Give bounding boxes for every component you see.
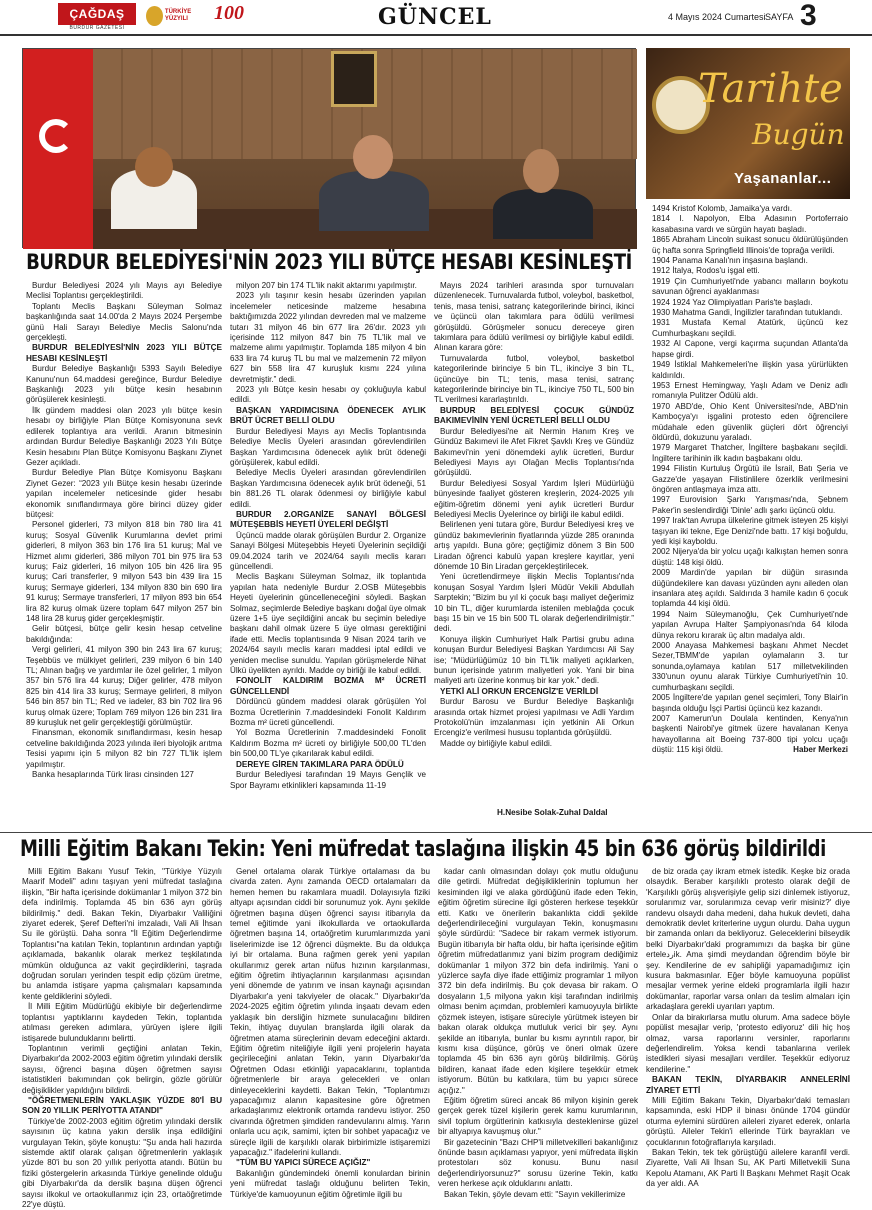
turkish-flag [23,49,93,249]
paragraph: Yeni ücretlendirmeye ilişkin Meclis Toplantısı'nda konuşan Sosyal Yardım İşleri Müdür Vekili Abdullah Sarptekin; “Bizim bu yıl ki çocuk başı maliyet değerimiz 10 bin TL, diğer kurumlarda istenilen meblağda çocuk başı 15 bin ve 15 bin 500 TL olarak değerlendirilmiştir.” dedi. [434,572,634,634]
paragraph: kadar canlı olmasından dolayı çok mutlu olduğunu dile getirdi. Müfredat değişikliklerinin toplumun her kesiminden ilgi ve alaka gördüğünü ifade eden Tekin, eğitim öğretim sürecine ilgi gösteren herkese teşekkür etti. Katkı ve önerilerin bakanlıkta ciddi şekilde değerlendirileceğini vurgulayan Tekin, konuşmasını şöyle sürdürdü: "Sadece bir rakam vermek istiyorum. Bugün itibarıyla bir hafta oldu, bir hafta içerisinde eğitim öğretim müfredatlarımız yani bizim program dediğimiz dokümanlar 1 milyon 372 bin defa indirilmiş. Yani o yüzlerce sayfa diye ifade ettiğimiz programlar 1 milyon 372 bin defa indirilmiş. Bu çok devasa bir rakam. O dosyaların 1,5 milyona yakın kişi tarafından indirilmiş olması benim açımdan, problemleri kamuoyuyla birlikte çözmek isteyen, istişare süreciyle yürütmek isteyen bir bakan olarak oldukça mutluluk verici bir şey. Aynı şekilde an itibarıyla, bunlar bu kısmı ayrıntılı rapor, bir kısmı kısa düşünce, görüş ve öneri olmak üzere toplamda 45 bin 636 ayrı görüş bildirilmiş. Görüş bildiren, kanaat ifade eden kişilere teşekkür etmek istiyorum. Bütün bu katkılara, tüm bu yapıcı sürece açığız." [438,867,638,1095]
paragraph: Personel giderleri, 73 milyon 818 bin 780 lira 41 kuruş; Sosyal Güvenlik Kurumlarına devlet primi giderleri, 8 milyon 363 bin 176 lira 51 kuruş; Mal ve Hizmet alımı giderleri, 386 milyon 701 bin 975 lira 53 kuruş; Faiz giderleri, 16 milyon 105 bin 426 lira 95 kuruş; Cari transferler, 9 milyon 543 bin 439 lira 15 kuruş; Sermaye giderleri, 134 milyon 830 bin 690 lira 91 kuruş; Sermaye transferleri, 17 milyon 893 bin 654 lira 82 kuruş olmak üzere toplam 647 milyon 257 bin 148 lira 28 kuruş gider gerçekleşmiştir. [26,520,222,623]
paragraph: Burdur Belediyesi 2024 yılı Mayıs ayı Belediye Meclisi Toplantısı gerçekleştirildi. [26,281,222,301]
paragraph: Burdur Barosu ve Burdur Belediye Başkanlığı arasında ortak hizmet projesi yapılması ve Adli Yardım Protokolü'nün imzalanması için yetkinin Ali Orkun Ercengiz'e verilmesi hususu toplantıda görüşüldü. [434,697,634,738]
subheading: "ÖĞRETMENLERİN YAKLAŞIK YÜZDE 80'İ BU SON 20 YILLIK PERİYOTTA ATANDI" [22,1095,222,1116]
paragraph: Onlar da birakırlarsa mutlu olurum. Ama sadece böyle popülist mesajlar verip, 'protesto ediyoruz' dili hiç hoş olmaz, varsa raporlarını versinler, raporlarını değerlendirelim. Yoksa kendi tabanlarına verilek istedikleri siyasi mesajları verdiler. Teşekkür ediyoruz kendilerine." [646,1012,850,1074]
centenary-logo: 100 [214,2,244,24]
paragraph: Yol Bozma Ücretlerinin 7.maddesindeki Fonolit Kaldırım Bozma m² ücreti oy birliğiyle 500,00 TL'den bin 500,00 TL'ye çıkarılarak kabul edildi. [230,728,426,759]
page-label: SAYFA [765,12,794,22]
paragraph: Burdur Belediye Plan Bütçe Komisyonu Başkanı Ziynet Gezer: “2023 yılı Bütçe kesin hesabı üzerinde yapılan incelemeler neticesinde gider hesabı ekonomik sınıflandırmaya göre birinci düzey gider bütçesi: [26,468,222,519]
subheading: FONOLİT KALDIRIM BOZMA M² ÜCRETİ GÜNCELLENDİ [230,676,426,696]
paragraph: 2023 yılı Bütçe kesin hesabı oy çokluğuyla kabul edildi. [230,385,426,405]
history-event: 1931 Mustafa Kemal Atatürk, üçüncü kez Cumhurbaşkanı seçildi. [652,318,848,338]
paragraph: Bakanlığın gündemindeki önemli konulardan birinin yeni müfredat taslağı olduğunu belirten Tekin, Türkiye'de kamuoyunun eğitim öğretimle ilgili bu [230,1168,430,1199]
council-meeting-photo [22,48,636,248]
history-event: 1932 Al Capone, vergi kaçırma suçundan Atlanta'da hapse girdi. [652,339,848,359]
paragraph: Bakan Tekin, tek tek görüştüğü ailelere karanfil verdi. Ziyarette, Vali Ali İhsan Su, AK Parti Milletvekili Suna Kepolu Atamanı, AK Parti İl Başkanı Mehmet Raşit Ocak da yer aldı. AA [646,1147,850,1189]
paragraph: İlk gündem maddesi olan 2023 yılı bütçe kesin hesabı oy birliğiyle Plan Bütçe Komisyonuna sevk edilerek toplantıya ara verildi. Aranın bitmesinin ardından Burdur Belediye Başkanlığı 2023 Yılı Bütçe Kesin hesabını Plan Bütçe Komisyonu Başkanı Ziynet Gezer açıkladı. [26,405,222,467]
subheading: YETKİ ALİ ORKUN ERCENGİZ'E VERİLDİ [440,686,599,696]
history-event: 1912 İtalya, Rodos'u işgal etti. [652,266,760,276]
turkiye-yuzyili-logo: TÜRKİYE YÜZYILI [146,4,208,28]
subheading: BURDUR 2.ORGANİZE SANAYİ BÖLGESİ MÜTEŞEBBİS HEYETİ ÜYELERİ DEĞİŞTİ [230,509,426,530]
paragraph: Eğitim öğretim süreci ancak 86 milyon kişinin gerek gerçek gerek tüzel kişilerin gerek kamu kurumlarının, sivil toplum örgütlerinin katkısıyla desteklenirse güzel bir altyapıya kavuşmuş olur." [438,1095,638,1137]
article-headline-2: Milli Eğitim Bakanı Tekin: Yeni müfredat taslağına ilişkin 45 bin 636 görüş bildirildi [20,837,826,862]
history-event: 1994 Naim Süleymanoğlu, Çek Cumhuriyeti'nde yapılan Avrupa Halter Şampiyonası'nda 64 kiloda dünya rekoru kırarak üç altın madalya aldı. [652,609,848,640]
subheading: DEREYE GİREN TAKIMLARA PARA ÖDÜLÜ [236,759,404,769]
paragraph: İl Milli Eğitim Müdürlüğü ekibiyle bir değerlendirme toplantısı yaptıklarını kaydeden Tekin, toplantıda atılması gereken adımlara, yürüyen işlere ilgili istişarede bulunduklarını belirtti. [22,1002,222,1043]
paragraph: Toplantı Meclis Başkanı Süleyman Solmaz başkanlığında saat 14.00'da 2 Mayıs 2024 Perşembe günü Hali Sarayı Belediye Meclis Salonu'nda gerçekleşti. [26,301,222,343]
sun-icon [146,6,163,26]
history-event: 2000 Anayasa Mahkemesi başkanı Ahmet Necdet Sezer,TBMM'de yapılan oylamaların 3. tur sonunda,oylamaya katılan 517 milletvekilinden 330'unun oyunu alarak Türkiye Cumhuriyeti'nin 10. cumhurbaşkanı seçildi. [652,641,848,692]
article-column-3 [434,281,634,819]
article2-column-4 [646,867,850,1197]
history-event: 1494 Kristof Kolomb, Jamaika'ya vardı. [652,204,793,213]
history-event: 1814 I. Napolyon, Elba Adasının Portoferraio kasabasına vardı ve sürgün hayatı başladı. [652,214,848,234]
history-event: 1919 Çin Cumhuriyeti'nde yabancı malların boykotu savunan öğrenci ayaklanması [652,276,848,297]
paragraph: Belediye Meclis Üyeleri arasından görevlendirilen Başkan Yardımcısına ödenecek aylık brüt ödeneği, 51 bin 881.26 TL olarak ödenmesi oy birliğiyle kabul edildi. [230,468,426,509]
history-event: 1930 Mahatma Gandi, İngilizler tarafından tutuklandı. [652,308,843,318]
article-headline: BURDUR BELEDİYESİ'NİN 2023 YILI BÜTÇE HESABI KESİNLEŞTİ [26,250,632,274]
article-column-1 [26,281,222,819]
section-title: GÜNCEL [378,4,492,30]
paragraph: Burdur Belediyesi Sosyal Yardım İşleri Müdürlüğü bünyesinde faaliyet gösteren kreşlerin, 2024-2025 yılı eğitim-öğretim dönemi yeni aylık ücretleri Burdur Belediyesi Meclis Üyelerince oy birliği ile kabul edildi. [434,478,634,519]
paragraph: Finansman, ekonomik sınıflandırması, kesin hesap cetveline bakıldığında 2023 yılında ileri biyolojik arıtma Tesisi yapımı için 5 milyon 82 bin 727 TL'lik işlem yapılmıştır. [26,728,222,769]
paragraph: Genel ortalama olarak Türkiye ortalaması da bu civarda zaten. Aynı zamanda OECD ortalamaları da hemen hemen bu rakamlara muadil. Dolayısıyla fiziki altyapı açısından ciddi bir sorunumuz yok. Aynı şekilde öğretmen başına düşen öğrenci sayısı itibarıyla da temel eğitimde yani ilkokullarda ve ortaokullarda öğretmen başına 14, ortaöğretim kurumlarımızda yani liselerimizde ise 12 öğrenci düşmekte. Bu da oldukça iyi bir ortalama. Buna rağmen gerek yeni yapılan okullarımız gerek artan nüfus hızının karşılanması, eğitim öğretim ihtiyaçlarının karşılanması açısından yeni dönemde de yatırım ve insan kaynağı açısından Diyarbakır'a yeni takviyeler de olacak." Diyarbakır'da 2024-2025 eğitim öğretim yılında inşaatı devam eden yaklaşık bin dersliğin hizmete sunulacağını bildiren Tekin, ihtiyaç duyulan branşlarda ilgili olarak da öğretmen atama süreçlerinin devam edeceğini aktardı. Eğitim öğretim niteliğiyle ilgili yeni projelerin hayata geçirileceğini anlatan Tekin, yarın Diyarbakır'da Öğretmen Odası etkinliği yapacaklarını, toplantıda öğretmenlerle bir araya gelecekleri ve onları dinleyeceklerini kaydetti. Bakan Tekin, "Toplantımızı yapacağımız alanın kapasitesine göre öğretmen arkadaşlarımız elektronik ortamda randevu istiyor. 250 civarında öğretmen şimdiden randevularını almış. Yarın onlarla ucu açık, samimi, içten bir sohbet yapacağız ve süreçle ilgili de karşılıklı olarak birbirimizle istişaremizi yapacağız." ifadelerini kullandı. [230,867,430,1157]
history-event: 2007 Kamerun'un Doulala kentinden, Kenya'nın başkenti Nairobi'ye gitmek üzere havalanan Kenya havayollarına ait Boeing 737-800 tipi yolcu uçağı düştü: 115 kişi öldü. Haber Merkezi [652,713,848,755]
paragraph: milyon 207 bin 174 TL'lik nakit aktarımı yapılmıştır. [236,281,417,290]
paragraph: Konuya ilişkin Cumhuriyet Halk Partisi grubu adına konuşan Burdur Belediyesi Başkan Yardımcısı Ali Say ise; “Müdürlüğümüz 10 bin TL'lik maliyeti açıklarken, bunun içerisinde yatırım maliyetleri yok. Yani bir bina maliyeti artı üzerine konmuş bir kar yok.” dedi. [434,634,634,686]
paragraph: Burdur Belediyesi tarafından 19 Mayıs Gençlik ve Spor Bayramı etkinlikleri kapsamında 11-19 [230,770,426,790]
history-events-list [652,204,848,828]
history-event: 1953 Ernest Hemingway, Yaşlı Adam ve Deniz adlı romanıyla Pulitzer Ödülü aldı. [652,380,848,401]
history-event: 1970 ABD'de, Ohio Kent Üniversitesi'nde, ABD'nin Kamboçya'yı işgalini protesto eden öğrencilere müdahale eden güvenlik güçleri dört öğrenciyi öldürdü, dokuzunu yaraladı. [652,401,848,442]
newspaper-logo[interactable]: ÇAĞDAŞ BURDUR GAZETESİ [58,3,136,25]
subheading: BURDUR BELEDİYESİ ÇOCUK GÜNDÜZ BAKIMEVİNİN YENİ ÜCRETLERİ BELLİ OLDU [434,405,634,426]
page-number: 3 [800,0,817,32]
paragraph: Turnuvalarda futbol, voleybol, basketbol kategorilerinde birinciye 5 bin TL, ikinciye 3 bin TL, üçüncüye bin TL; tenis, masa tenisi, satranç kategorilerinde birinciye bin TL, ikinciye 750 TL, 500 bin TL verilmesi kararlaştırıldı. [434,353,634,405]
paragraph: Milli Eğitim Bakanı Tekin, Diyarbakır'daki temasları kapsamında, eski HDP il binası önünde 1704 gündür oturma eylemini sürdüren aileleri ziyaret ederek, onlarla görüştü. Aileler Tekin'i ellerinde Türk bayrakları ve çocuklarının fotoğraflarıyla karşıladı. [646,1095,850,1147]
article2-column-2 [230,867,430,1197]
subheading: BAŞKAN YARDIMCISINA ÖDENECEK AYLIK BRÜT ÜCRET BELLİ OLDU [230,405,426,426]
subheading: BURDUR BELEDİYESİ'NİN 2023 YILI BÜTÇE HESABI KESİNLEŞTİ [26,343,222,363]
paragraph: Milli Eğitim Bakanı Yusuf Tekin, "Türkiye Yüzyılı Maarif Modeli" adını taşıyan yeni müfredat taslağına ilişkin, "Bir hafta içerisinde dokümanlar 1 milyon 372 bin defa indirilmiş. Toplamda 45 bin 636 ayrı görüş bildirilmiş." dedi. Bakan Tekin, Diyarbakır Valiliğini ziyaret ederek, Şeref Defteri'ni imzaladı, Vali Ali İhsan Su ile görüştü. Daha sonra "İl Eğitim Değerlendirme Toplantısı"na katılan Tekin, toplantının ardından yaptığı açıklamada, bakanlık olarak merkez teşkilatında mümkün olduğunca az vakit geçirdiklerini, taşrada doğrudan soruları yerinden tespit edip çözüm üretme, bu anlamda istişare yapma çalışmaları kapsamında kente geldiklerini söyledi. [22,867,222,1001]
history-event: 1865 Abraham Lincoln suikast sonucu öldürülüşünden üç hafta sonra Springfield Illinois'de toprağa verildi. [652,235,848,255]
paragraph: Meclis Başkanı Süleyman Solmaz, ilk toplantıda yapılan hata nedeniyle Burdur 2.OSB Müteşebbis Heyeti üyelerinin güncelleneceğini söyledi. Başkan Solmaz, seçimlerde Belediye başkanı doğal üye olmak üzere 1+5 üye seçildiğini ancak bu seçimin belediye başkanı dahil olmak üzere 5 üye olması gerektiğini ifade etti. Meclis toplantısında 9 Nisan 2024 tarih ve 2024/64 sayılı meclis kararı maddesi iptal edildi ve yeniden meclise sunuldu. Yapılan görüşmelerde Nihat Ülkü üyelikten ayrıldı. Madde oy birliği ile kabul edildi. [230,572,426,676]
paragraph: Toplantının verimli geçtiğini anlatan Tekin, Diyarbakır'da 2002-2003 eğitim öğretim yılındaki derslik sayısı, öğrenci başına düşen öğretmen sayısı istatistikleri bakımından çok belirgin, gözle görülür değişiklikler yapıldığını bildirdi. [22,1043,222,1095]
paragraph: Burdur Belediye Başkanlığı 5393 Sayılı Belediye Kanunu'nun 64.maddesi gereğince, Burdur Belediye Başkanlığı 2023 yılı bütçe kesin hesabının görüşülerek kesinleşti. [26,364,222,405]
history-event: 1994 Filistin Kurtuluş Örgütü ile İsrail, Batı Şeria ve Gazze'de yaşayan Filistinlilere özerklik verilmesini öngören antlaşmaya imza attı. [652,464,848,494]
paragraph: Bir gazetecinin "Bazı CHP'li milletvekilleri bakanlığınız önünde basın açıklaması yapıyor, yeni müfredata ilişkin protestoları söz konusu. Bunu nasıl değerlendiriyorsunuz?" sorusu üzerine Tekin, katkı veren herkese açık olduklarını anlattı. [438,1137,638,1189]
paragraph: Belirlenen yeni tutara göre, Burdur Belediyesi kreş ve gündüz bakımevlerinin fiyatlarında yüzde 285 oranında artış yapıldı. Buna göre; geçtiğimiz dönem 3 Bin 500 Liradan öğrenci kabulü yapan kreşlere kayıtlar, yeni dönemde 10 Bin Liradan gerçekleştirilecek. [434,520,634,571]
paragraph: Üçüncü madde olarak görüşülen Burdur 2. Organize Sanayi Bölgesi Müteşebbis Heyeti Üyelerinin seçildiği 09.04.2024 tarih ve 2024/64 sayılı meclis kararı güncellendi. [230,530,426,571]
subheading: "TÜM BU YAPICI SÜRECE AÇIĞIZ" [236,1158,371,1168]
article2-column-1 [22,867,222,1209]
paragraph: Burdur Belediyesi Mayıs ayı Meclis Toplantısında Belediye Meclis Üyeleri arasından görevlendirilen Başkan Yardımcısına ödenecek aylık brüt ödeneği görüşülerek, kabul edildi. [230,426,426,467]
paragraph: 2023 yılı taşınır kesin hesabı üzerinden yapılan incelemeler neticesinde malzeme hesabına baktığımızda 2022 yılından devreden mal ve malzeme tutarı 31 milyon 46 bin 677 lira 26'dır. 2023 yılı içerisinde 112 milyon 847 bin 75 TL'lik mal ve malzeme alımı yapılmıştır. Toplamda 185 milyon 4 bin 633 lira 74 kuruş TL bu mal ve malzemenin 72 milyon 627 bin 558 lira 47 kuruşluk kısmı 224 yılına devretmiştir.” dedi. [230,291,426,384]
article2-column-3 [438,867,638,1197]
article-column-2 [230,281,426,819]
subheading: BAKAN TEKİN, DİYARBAKIR ANNELERİNİ ZİYARET ETTİ [646,1075,850,1095]
masthead [0,0,872,36]
paragraph: Burdur Belediyesi'ne ait Nermin Hanım Kreş ve Gündüz Bakımevi ile Afet Fikret Şavklı Kreş ve Gündüz Bakımevi'nin yeni dönemdeki aylık ücretleri, Burdur Belediyesi Mayıs ayı Olağan Meclis Toplantısı'nda görüşüldü. [434,426,634,478]
paragraph: Gelir bütçesi, bütçe gelir kesin hesap cetveline bakıldığında: [26,624,222,644]
issue-date: 4 Mayıs 2024 Cumartesi [668,12,766,22]
history-event: 1997 Irak'tan Avrupa ülkelerine gitmek isteyen 25 kişiyi taşıyan iki tekne, Ege Denizi'nde battı. 17 kişi boğuldu, yedi kişi kayboldu. [652,516,848,546]
paragraph: Madde oy birliğiyle kabul edildi. [440,738,553,748]
paragraph: Vergi gelirleri, 41 milyon 390 bin 243 lira 67 kuruş; Teşebbüs ve mülkiyet gelirleri, 239 milyon 6 bin 140 TL; Alınan bağış ve yardımlar ile özel gelirler, 1 milyon 357 bin 576 lira 44 kuruş; Diğer gelirler, 478 milyon 825 bin 414 lira 33 kuruş; Sermaye gelirleri, 8 milyon 546 bin 857 bin TL; Red ve iadeler, 83 bin 702 lira 96 kuruş olmak üzere; Toplam 769 milyon 126 bin 231 lira 89 kuruşluk net gelir gerçekleştiği görülmüştür. [26,645,222,728]
paragraph: Dördüncü gündem maddesi olarak görüşülen Yol Bozma Ücretlerinin 7.maddesindeki Fonolit Kaldırım Bozma m² ücreti güncellendi. [230,697,426,728]
history-event: 2009 Mardin'de yapılan bir düğün sırasında düğündekilere kan davası yüzünden aynı aileden olan insanlara ateş açıldı. Saldırıda 3 hamile kadın 6 çocuk toplamda 44 kişi öldü. [652,568,848,609]
portrait-frame [331,51,377,107]
history-event: 2002 Nijerya'da bir yolcu uçağı kalkıştan hemen sonra düştü: 148 kişi öldü. [652,547,848,567]
history-today-banner: Tarihte Bugün Yaşananlar... [646,48,850,199]
history-event: 2005 İngiltere'de yapılan genel seçimleri, Tony Blair'in başında olduğu İşçi Partisi üçüncü kez kazandı. [652,693,848,713]
paragraph: Türkiye'de 2002-2003 eğitim öğretim yılındaki derslik sayısının üç katına yakın derslik inşa edildiğini vurgulayan Tekin, şöyle konuştu: "Şu anda hali hazırda sistemde aktif olarak çalışan öğretmenlerin yaklaşık yüzde 80'i bu son 20 yıllık periyotta atandı. Bütün bu fiziki göstergelerin arkasında Türkiye genelinde olduğu gibi Diyarbakır'da da derslik başına düşen öğrenci sayısı ilkokul ve ortaokullarımız için 23, ortaöğretimde 22'ye düştü. [22,1116,222,1209]
paragraph: Banka hesaplarında Türk lirası cinsinden 127 [32,770,194,780]
section-divider [0,832,872,833]
history-event: 1949 İstiklal Mahkemeleri'ne ilişkin yasa yürürlükten kaldırıldı. [652,360,848,380]
paragraph: Mayıs 2024 tarihleri arasında spor turnuvaları düzenlenecek. Turnuvalarda futbol, voleybol, basketbol, tenis, masa tenisi, satranç kategorilerinde birinci, ikinci ve üçüncü olan takımlara para ödülü verilmesi görüşüldü. Görüşmeler sonucu dereceye giren takımlara para ödülü verilmesi oy birliğiyle kabul edildi. Alınan karara göre: [434,281,634,353]
paragraph: Bakan Tekin, şöyle devam etti: "Sayın vekillerimize [444,1189,626,1199]
article-byline: H.Nesibe Solak-Zuhal Daldal [497,808,608,817]
paragraph: de biz orada çay ikram etmek istedik. Keşke biz orada olsaydık. Beraber karşılıklı protesto olarak değil de 'Karşılıklı görüş alışverişiyle gelip sizi dinlemek istiyoruz, sorularımız var, sorularımıza cevap verir misiniz?' diye randevu olsaydı daha medeni, daha hukuk devleti, daha demokratik devlet kriterlerine uygun olurdu. Daha uygun bir zamanda onları da bekliyoruz. Geleceklerini bilseydik belki Diyarbakır'daki programımızı da başka bir güne erteleردik. Ama şimdi meydandan öğrendim böyle bir şey. Kendilerine de ev sahipliği yapamadığımız için kusura bakmasınlar. Eğer böyle kamuoyuna popülist mesajlar vermek yerine eldeki programlarla ilgili hazır dokümanlar, raporlar varsa onları da teslim almaları için arkadaşlara gerekli uyarıları yaptım. [646,867,850,1012]
history-event: 1979 Margaret Thatcher, İngiltere başbakanı seçildi. İngiltere tarihinin ilk kadın başbakanı oldu. [652,443,848,463]
history-event: 1997 Eurovision Şarkı Yarışması'nda, Şebnem Paker'in seslendirdiği 'Dinle' adlı şarkı üçüncü oldu. [652,495,848,515]
history-event: 1904 Panama Kanalı'nın inşasına başlandı. [652,256,808,266]
events-source: Haber Merkezi [793,745,848,755]
history-event: 1924 1924 Yaz Olimpiyatları Paris'te başladı. [652,297,813,307]
